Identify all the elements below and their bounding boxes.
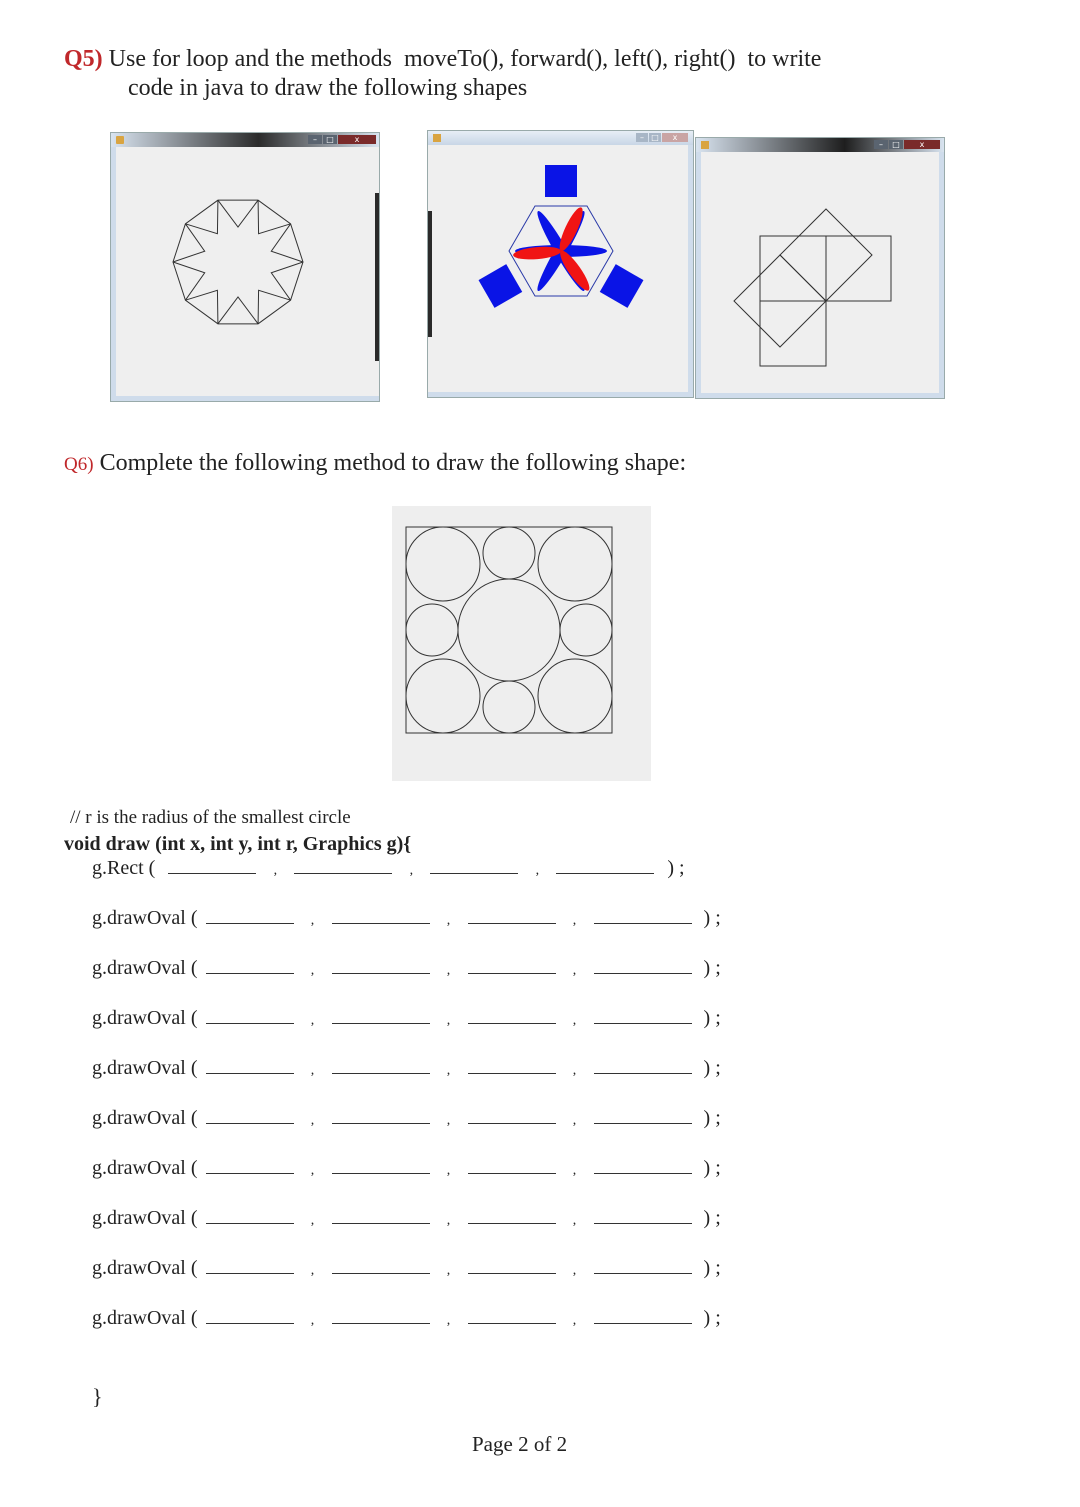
- blue-square-right: [600, 264, 644, 308]
- minimize-icon: –: [636, 133, 648, 142]
- page-footer: Page 2 of 2: [472, 1432, 568, 1456]
- drawoval-row: g.drawOval ( , , , ) ;: [92, 1257, 721, 1279]
- q6-text: Complete the following method to draw the following shape:: [99, 450, 687, 476]
- answer-blank[interactable]: [594, 1009, 692, 1024]
- inward-triangle: [173, 262, 205, 300]
- rect-call-label: g.Rect (: [92, 857, 156, 879]
- drawoval-call-label: g.drawOval (: [92, 907, 198, 929]
- answer-blank[interactable]: [594, 1309, 692, 1324]
- drawoval-call-label: g.drawOval (: [92, 1007, 198, 1029]
- drawoval-row: g.drawOval ( , , , ) ;: [92, 1107, 721, 1129]
- answer-blank[interactable]: [468, 959, 556, 974]
- q5-text-line-2: code in java to draw the following shapes: [128, 75, 528, 101]
- answer-blank[interactable]: [206, 1159, 294, 1174]
- answer-blank[interactable]: [332, 1159, 430, 1174]
- answer-blank[interactable]: [468, 1159, 556, 1174]
- answer-blank[interactable]: [332, 1109, 430, 1124]
- inward-triangle: [218, 297, 258, 324]
- answer-blank[interactable]: [206, 1059, 294, 1074]
- drawoval-row: g.drawOval ( , , , ) ;: [92, 957, 721, 979]
- answer-blank[interactable]: [594, 1059, 692, 1074]
- maximize-icon: □: [889, 140, 903, 149]
- q6-heading: [64, 450, 686, 477]
- answer-blank[interactable]: [206, 909, 294, 924]
- drawoval-row: g.drawOval ( , , , ) ;: [92, 1007, 721, 1029]
- answer-blank[interactable]: [206, 1109, 294, 1124]
- maximize-icon: □: [323, 135, 337, 144]
- inward-triangle: [185, 290, 218, 324]
- outer-square: [406, 527, 612, 733]
- answer-blank[interactable]: [332, 959, 430, 974]
- answer-blank[interactable]: [556, 859, 654, 874]
- rect-call-row: g.Rect ( , , , ) ;: [92, 857, 685, 879]
- close-icon: x: [338, 135, 376, 144]
- java-app-icon: [116, 136, 124, 144]
- answer-blank[interactable]: [206, 1209, 294, 1224]
- code-comment: // r is the radius of the smallest circle: [70, 807, 351, 828]
- answer-blank[interactable]: [594, 1209, 692, 1224]
- answer-blank[interactable]: [332, 1059, 430, 1074]
- q5-number: Q5): [64, 46, 103, 72]
- answer-blank[interactable]: [206, 1009, 294, 1024]
- drawoval-call-label: g.drawOval (: [92, 1257, 198, 1279]
- blue-square-left: [479, 264, 523, 308]
- answer-blank[interactable]: [206, 959, 294, 974]
- propeller-drawing: [428, 131, 695, 399]
- inward-triangle: [258, 200, 291, 234]
- minimize-icon: –: [308, 135, 322, 144]
- window-propeller-shape: [427, 130, 694, 398]
- answer-blank[interactable]: [468, 1059, 556, 1074]
- blue-square-top: [545, 165, 577, 197]
- inward-triangle: [185, 200, 218, 234]
- answer-blank[interactable]: [294, 859, 392, 874]
- close-icon: x: [662, 133, 688, 142]
- method-signature: void draw (int x, int y, int r, Graphics g){: [64, 833, 412, 855]
- drawoval-call-label: g.drawOval (: [92, 1207, 198, 1229]
- answer-blank[interactable]: [206, 1309, 294, 1324]
- drawoval-call-label: g.drawOval (: [92, 957, 198, 979]
- window-star-shape: [110, 132, 380, 402]
- drawoval-call-label: g.drawOval (: [92, 1107, 198, 1129]
- answer-blank[interactable]: [430, 859, 518, 874]
- answer-blank[interactable]: [468, 1109, 556, 1124]
- drawoval-call-label: g.drawOval (: [92, 1157, 198, 1179]
- inward-triangle: [271, 262, 303, 300]
- answer-blank[interactable]: [332, 1209, 430, 1224]
- star-drawing: [116, 147, 376, 398]
- answer-blank[interactable]: [594, 1109, 692, 1124]
- close-icon: x: [904, 140, 940, 149]
- circles-drawing: [392, 506, 651, 781]
- answer-blank[interactable]: [468, 1209, 556, 1224]
- inward-triangle: [218, 200, 258, 227]
- inward-triangle: [173, 224, 205, 262]
- answer-blank[interactable]: [594, 1259, 692, 1274]
- q5-line-1: [64, 45, 821, 73]
- inward-triangle: [271, 224, 303, 262]
- answer-blank[interactable]: [206, 1259, 294, 1274]
- decagon-outline: [173, 200, 303, 324]
- answer-blank[interactable]: [468, 909, 556, 924]
- answer-blank[interactable]: [332, 909, 430, 924]
- drawoval-row: g.drawOval ( , , , ) ;: [92, 1057, 721, 1079]
- drawoval-call-label: g.drawOval (: [92, 1057, 198, 1079]
- q5-text-line-1: Use for loop and the methods moveTo(), forward(), left(), right() to write: [108, 46, 822, 72]
- circles-figure: [392, 506, 651, 781]
- closing-brace: }: [92, 1384, 103, 1409]
- squares-drawing: [696, 138, 946, 400]
- maximize-icon: □: [649, 133, 661, 142]
- window-squares-shape: [695, 137, 945, 399]
- drawoval-row: g.drawOval ( , , , ) ;: [92, 907, 721, 929]
- answer-blank[interactable]: [468, 1309, 556, 1324]
- drawoval-row: g.drawOval ( , , , ) ;: [92, 1207, 721, 1229]
- minimize-icon: –: [874, 140, 888, 149]
- q6-number: Q6): [64, 454, 94, 475]
- answer-blank[interactable]: [168, 859, 256, 874]
- answer-blank[interactable]: [468, 1259, 556, 1274]
- answer-blank[interactable]: [594, 1159, 692, 1174]
- answer-blank[interactable]: [332, 1309, 430, 1324]
- drawoval-row: g.drawOval ( , , , ) ;: [92, 1307, 721, 1329]
- inward-triangle: [258, 290, 291, 324]
- drawoval-row: g.drawOval ( , , , ) ;: [92, 1157, 721, 1179]
- answer-blank[interactable]: [468, 1009, 556, 1024]
- answer-blank[interactable]: [332, 1259, 430, 1274]
- drawoval-call-label: g.drawOval (: [92, 1307, 198, 1329]
- propeller-blades: [513, 205, 607, 294]
- answer-blank[interactable]: [594, 909, 692, 924]
- answer-blank[interactable]: [594, 959, 692, 974]
- answer-blank[interactable]: [332, 1009, 430, 1024]
